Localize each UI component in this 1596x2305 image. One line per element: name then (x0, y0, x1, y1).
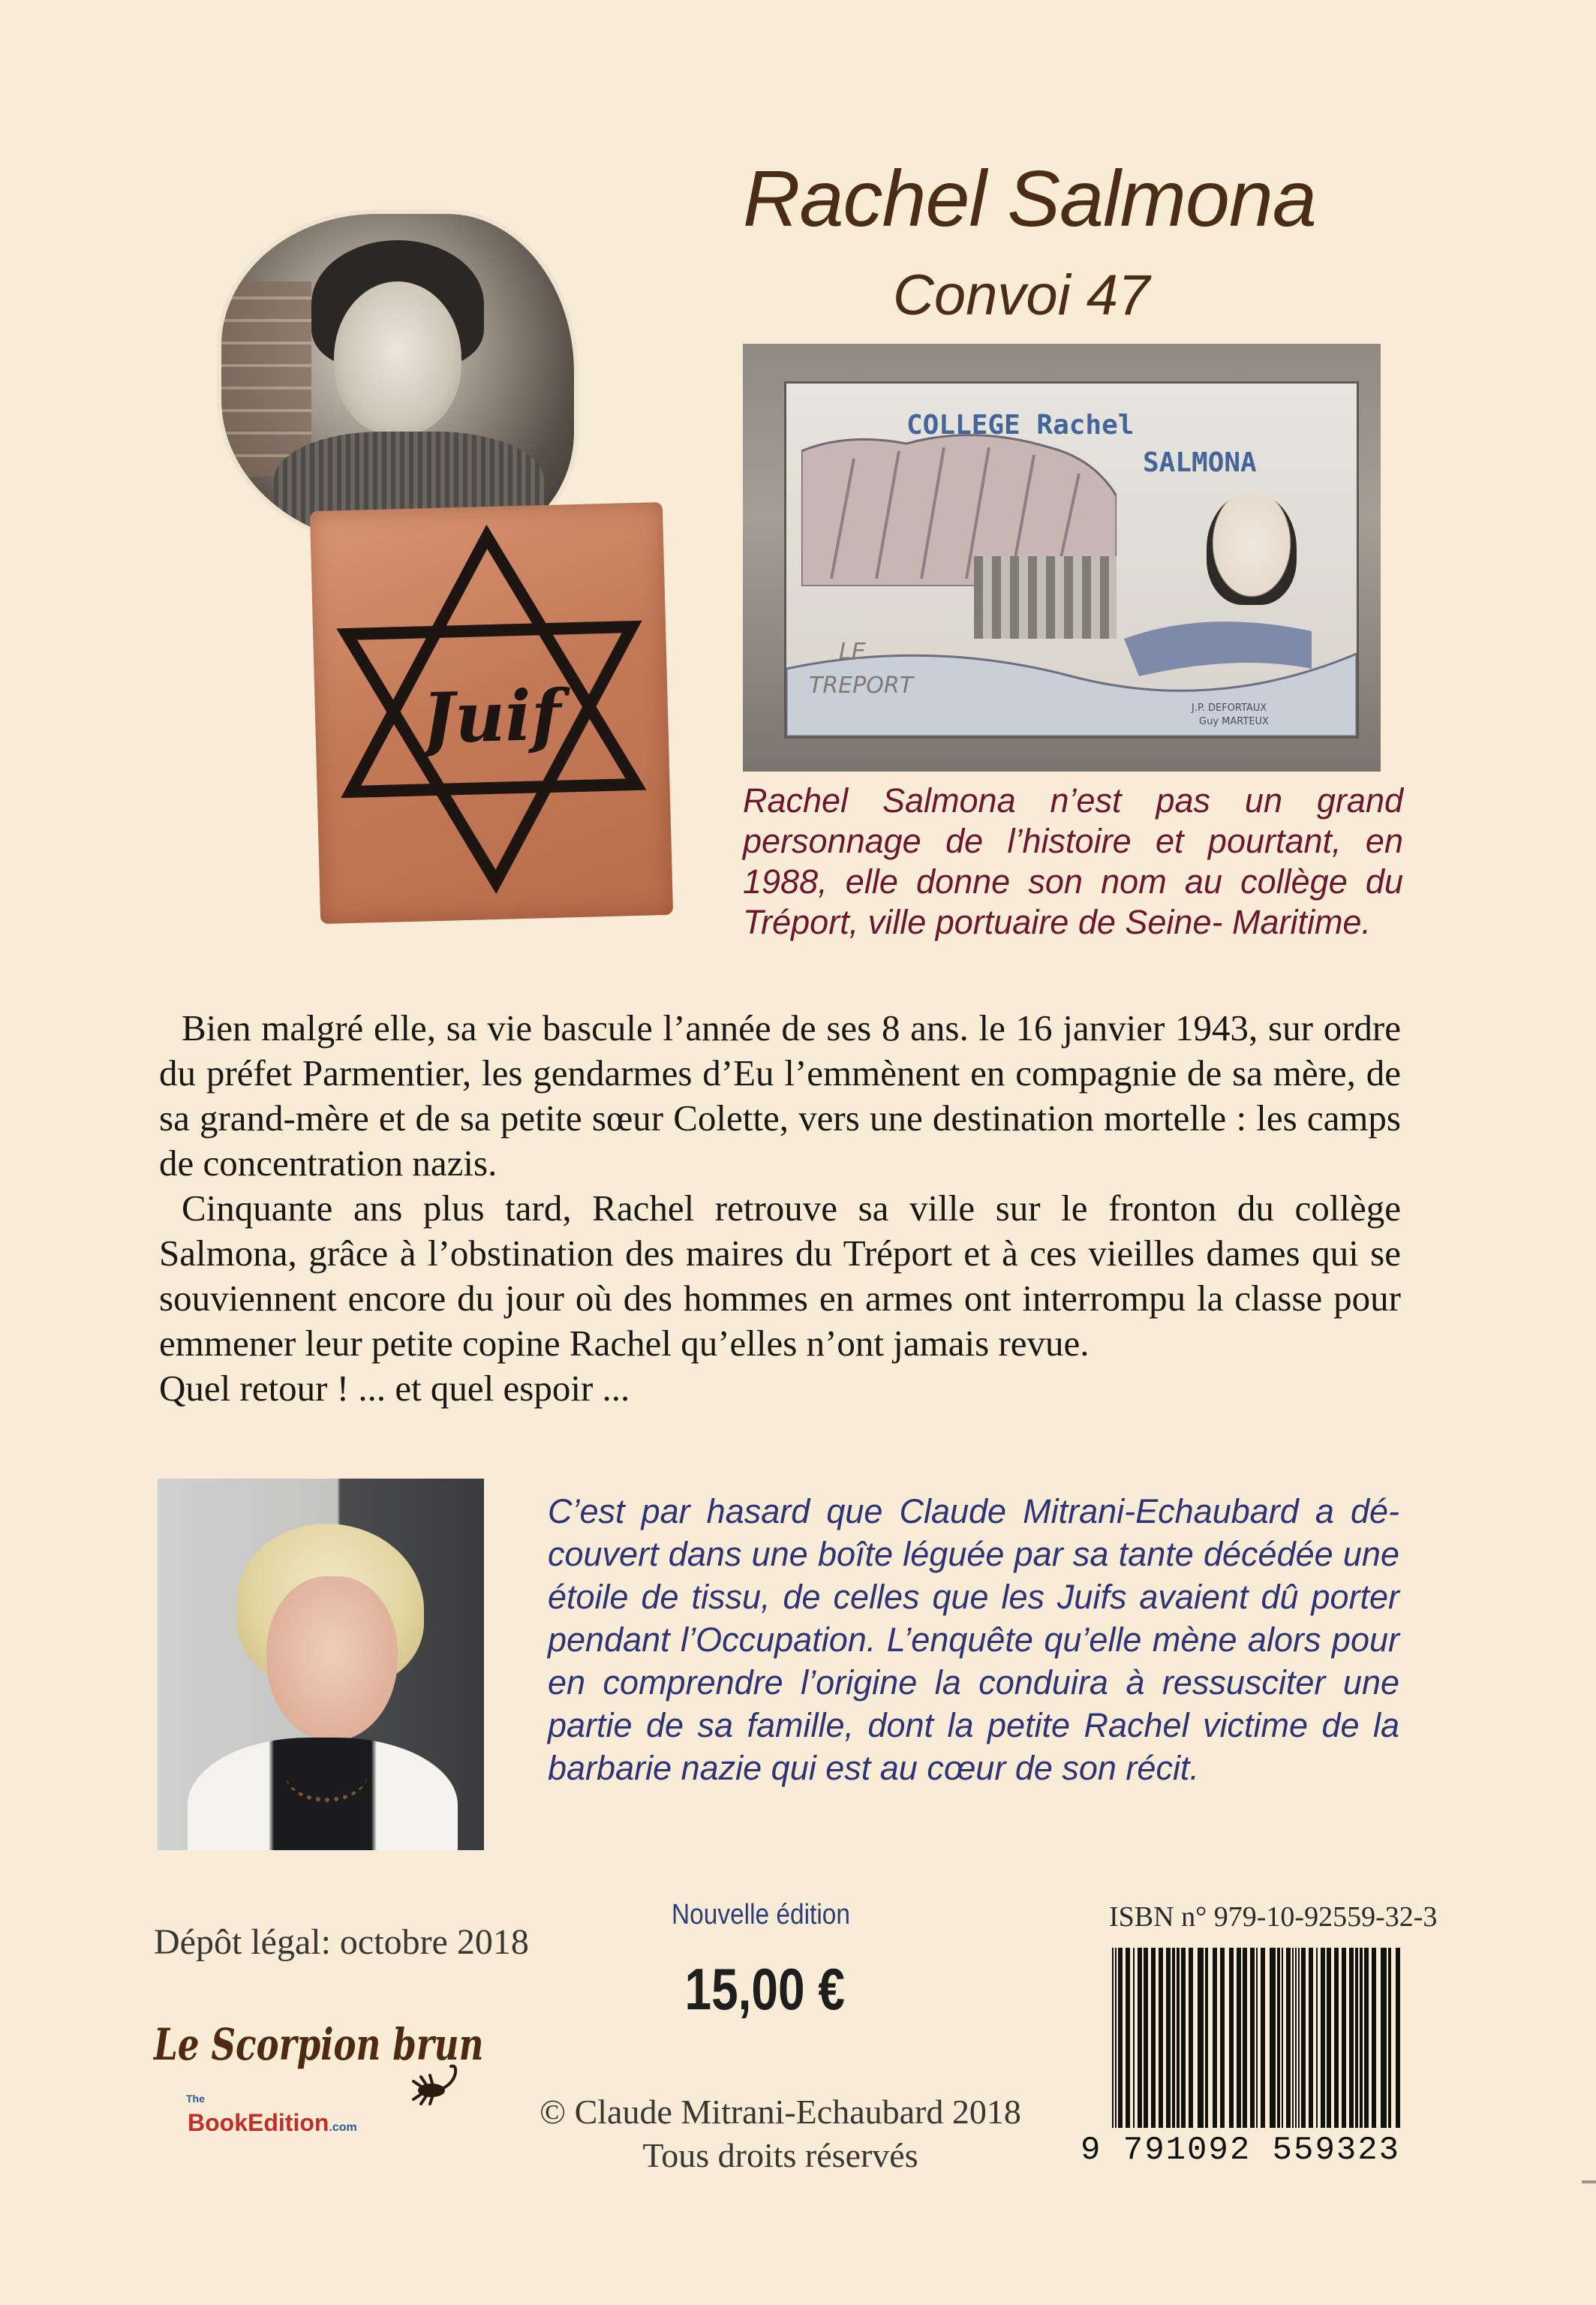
barcode-bar (1133, 1948, 1135, 2128)
barcode-bar (1282, 1948, 1283, 2128)
barcode-bar (1220, 1948, 1225, 2128)
barcode-bar (1298, 1948, 1300, 2128)
bookedition-logo (186, 2093, 357, 2137)
barcode-bar (1334, 1948, 1339, 2128)
barcode-bar (1166, 1948, 1171, 2128)
girl-portrait-photo (221, 214, 574, 544)
bookedition-name: BookEdition (188, 2109, 329, 2136)
barcode-bar (1198, 1948, 1204, 2128)
barcode-bar (1138, 1948, 1142, 2128)
bookedition-prefix: The (186, 2093, 205, 2105)
barcode-bar (1256, 1948, 1258, 2128)
photo-caption: Rachel Salmona n’est pas un grand personnage de l’histoire et pourtant, en 1988, elle donne son nom au collège du Tréport, ville portuaire de Seine- Maritime. (743, 781, 1403, 941)
barcode-bar (1115, 1948, 1117, 2128)
barcode-bar (1159, 1948, 1163, 2128)
author-necklace (285, 1745, 368, 1802)
barcode-bar (1286, 1948, 1291, 2128)
barcode-bar (1112, 1948, 1114, 2128)
barcode-bar (1349, 1948, 1354, 2128)
college-plaque (784, 381, 1359, 739)
author-bio: C’est par hasard que Claude Mitrani-Echaubard a découvert dans une boîte léguée par sa tante décédée une étoile de tissu, de celles que les Juifs avaient dû porter pendant l’Occupation. L’enquête qu’elle mène alors pour en comprendre l’origine la conduira à ressusciter une partie de sa famille, dont la petite Rachel victime de la barbarie nazie qui est au cœur de son récit. (548, 1492, 1399, 1787)
isbn: ISBN n° 979-10-92559-32-3 (1109, 1901, 1438, 1933)
barcode-bar (1126, 1948, 1130, 2128)
brick-wall (221, 281, 311, 477)
star-patch-photo (310, 502, 673, 924)
barcode-bar (1270, 1948, 1276, 2128)
barcode-bar (1372, 1948, 1376, 2128)
synopsis (159, 1006, 1401, 1411)
barcode-bar (1342, 1948, 1346, 2128)
copyright-line-1: © Claude Mitrani-Echaubard 2018 (540, 2093, 1021, 2131)
college-plaque-photo (743, 344, 1381, 772)
legal-deposit: Dépôt légal: octobre 2018 (154, 1922, 529, 1962)
barcode-bar (1381, 1948, 1387, 2128)
barcode-digits: 9 791092 559323 (1081, 2132, 1401, 2169)
barcode-bar (1229, 1948, 1234, 2128)
barcode-bar (1237, 1948, 1241, 2128)
barcode-bar (1151, 1948, 1156, 2128)
girl-face (334, 281, 461, 435)
plaque-le-text: LE (839, 639, 866, 665)
plaque-girl-drawing (1207, 492, 1297, 605)
barcode-bar (1355, 1948, 1358, 2128)
author-face (266, 1576, 398, 1741)
bookedition-suffix: .com (329, 2121, 357, 2134)
price: 15,00 € (684, 1956, 845, 2022)
barcode-bar (1388, 1948, 1391, 2128)
publisher-logo: Le Scorpion brun (154, 2019, 484, 2070)
barcode-bar (1189, 1948, 1193, 2128)
barcode-bar (1177, 1948, 1180, 2128)
barcode-bar (1360, 1948, 1363, 2128)
plaque-treport-text: TREPORT (809, 673, 913, 699)
copyright (525, 2090, 1035, 2177)
barcode-bar (1295, 1948, 1297, 2128)
barcode-bar (1292, 1948, 1294, 2128)
barcode-bar (1277, 1948, 1280, 2128)
barcode-bar (1243, 1948, 1247, 2128)
author-portrait-photo (158, 1479, 484, 1850)
barcode-bar (1181, 1948, 1186, 2128)
edition-label: Nouvelle édition (672, 1899, 850, 1930)
barcode-bar (1172, 1948, 1175, 2128)
barcode-bar (1213, 1948, 1217, 2128)
corner-mark (1582, 2180, 1596, 2183)
copyright-line-2: Tous droits réservés (642, 2136, 918, 2174)
barcode-bar (1321, 1948, 1325, 2128)
barcode-bar (1301, 1948, 1306, 2128)
barcode-bar (1309, 1948, 1313, 2128)
synopsis-paragraph-3: Quel retour ! ... et quel espoir ... (159, 1368, 630, 1409)
barcode-bar (1316, 1948, 1318, 2128)
barcode-bar (1364, 1948, 1369, 2128)
star-of-david-icon (310, 502, 673, 924)
barcode-bar (1327, 1948, 1331, 2128)
juif-text: Juif (421, 674, 562, 760)
barcode-bar (1205, 1948, 1208, 2128)
plaque-signature-2: Guy MARTEUX (1199, 716, 1269, 727)
plaque-college-text: COLLEGE Rachel (906, 410, 1135, 441)
scorpion-icon (409, 2060, 469, 2105)
barcode-bar (1118, 1948, 1123, 2128)
barcode-bar (1250, 1948, 1255, 2128)
barcode-bar (1396, 1948, 1400, 2128)
barcode-bar (1144, 1948, 1148, 2128)
book-title: Rachel Salmona (743, 155, 1316, 243)
synopsis-paragraph-2: Cinquante ans plus tard, Rachel retrouve sa ville sur le fronton du collège Salmona, grâce à l’obstination des maires du Tréport et à ces vieilles dames qui se souviennent encore du jour où des hommes en armes ont interrompu la classe pour emmener leur petite copine Rachel qu’elles n’ont jamais revue. (159, 1187, 1401, 1364)
plaque-signature-1: J.P. DEFORTAUX (1192, 703, 1267, 714)
barcode-bar (1261, 1948, 1265, 2128)
plaque-salmona-text: SALMONA (1143, 447, 1257, 478)
synopsis-paragraph-1: Bien malgré elle, sa vie bascule l’année de ses 8 ans. le 16 janvier 1943, sur ordre du préfet Parmentier, les gendarmes d’Eu l’emmènent en compagnie de sa mère, de sa grand-mère et de sa petite sœur Colette, vers une destination mortelle : les camps de concentration nazis. (159, 1007, 1401, 1184)
book-subtitle: Convoi 47 (893, 263, 1150, 327)
